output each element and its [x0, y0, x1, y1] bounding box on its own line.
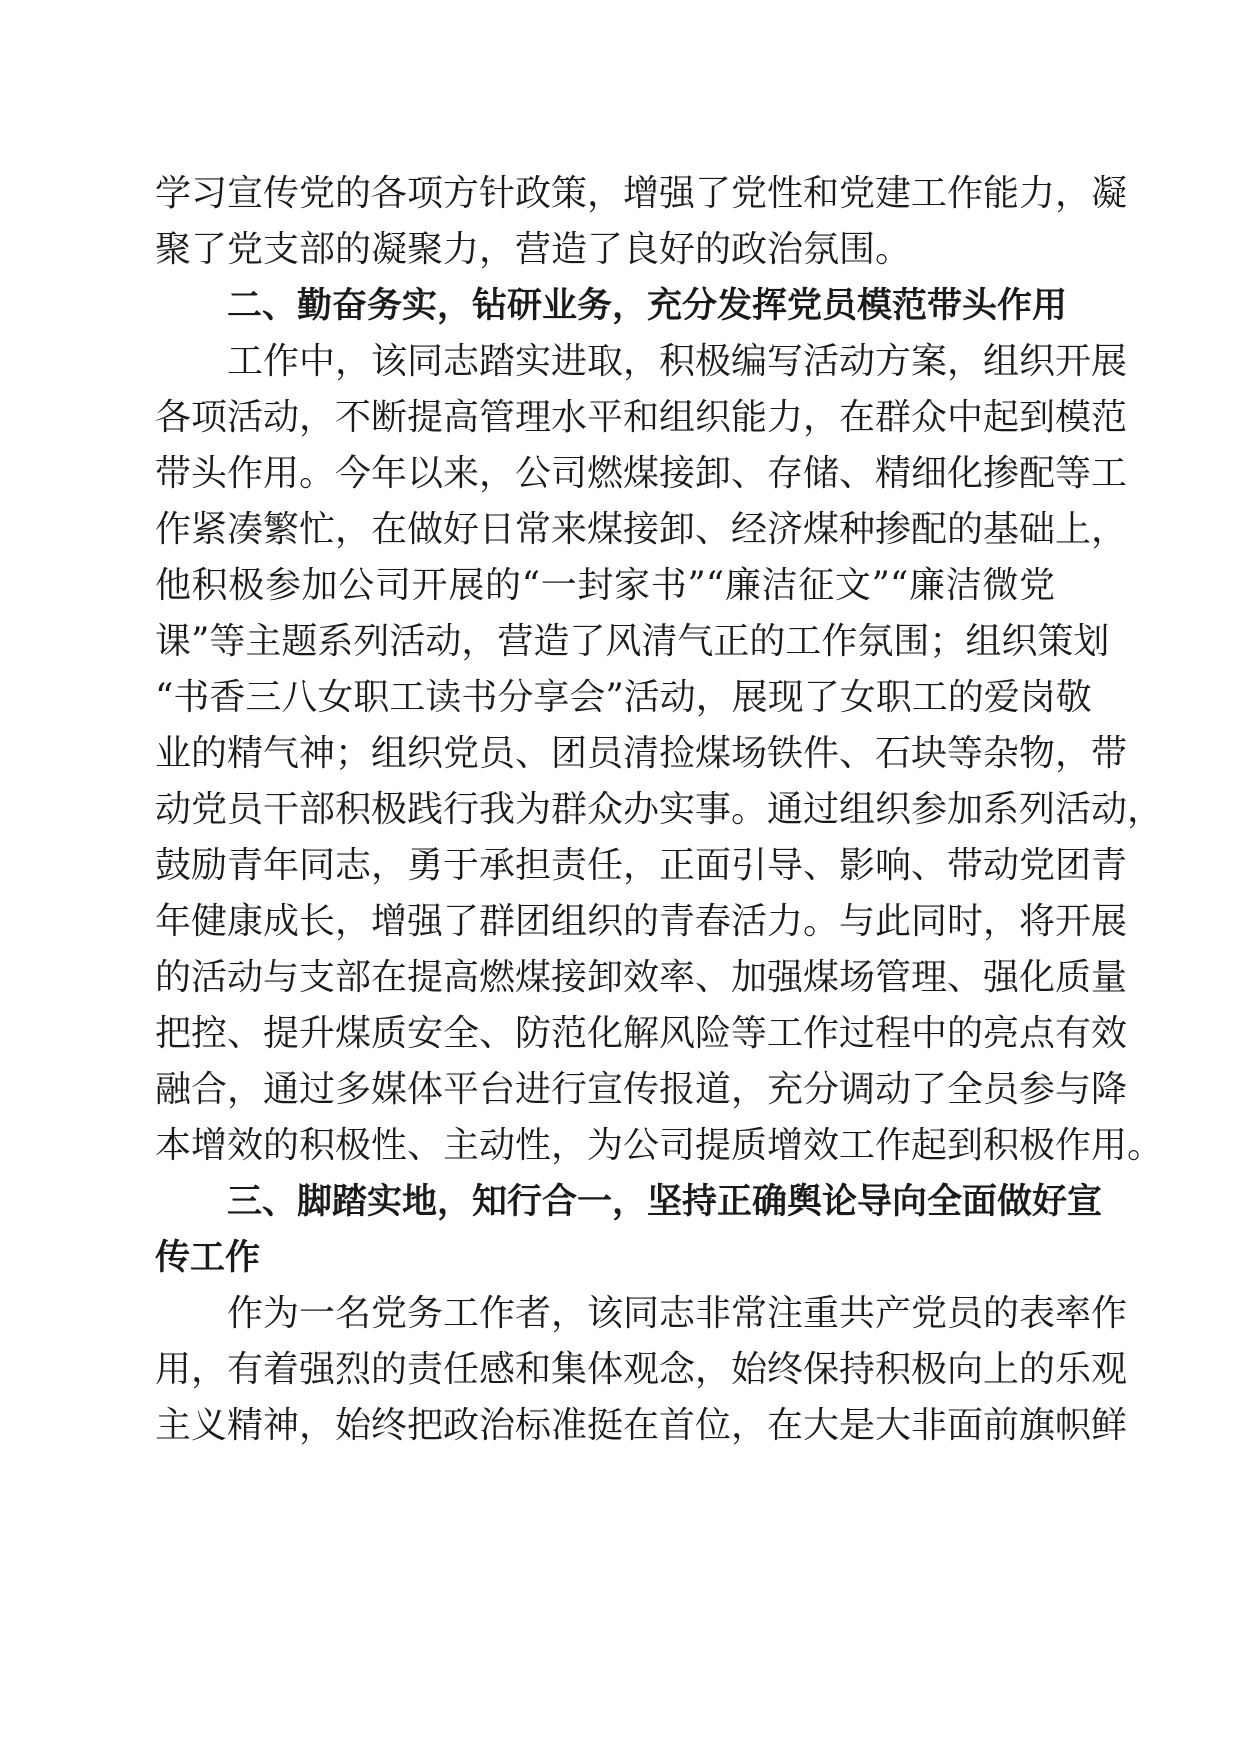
paragraph-2-line-5: 他积极参加公司开展的“一封家书”“廉洁征文”“廉洁微党 [155, 565, 1055, 606]
paragraph-1-line-1: 学习宣传党的各项方针政策，增强了党性和党建工作能力，凝 [155, 173, 1128, 214]
paragraph-2-line-11: 年健康成长，增强了群团组织的青春活力。与此同时，将开展 [155, 901, 1128, 942]
section-heading-2: 二、勤奋务实，钻研业务，充分发挥党员模范带头作用 [227, 286, 1068, 326]
paragraph-2-line-9: 动党员干部积极践行我为群众办实事。通过组织参加系列活动， [155, 789, 1164, 830]
paragraph-2-line-13: 把控、提升煤质安全、防范化解风险等工作过程中的亮点有效 [155, 1013, 1128, 1054]
paragraph-3-line-1: 作为一名党务工作者，该同志非常注重共产党员的表率作 [227, 1293, 1128, 1334]
paragraph-2-line-14: 融合，通过多媒体平台进行宣传报道，充分调动了全员参与降 [155, 1069, 1128, 1110]
section-heading-3-line-1: 三、脚踏实地，知行合一，坚持正确舆论导向全面做好宣 [227, 1182, 1103, 1222]
paragraph-2-line-10: 鼓励青年同志，勇于承担责任，正面引导、影响、带动党团青 [155, 845, 1128, 886]
paragraph-2-line-15: 本增效的积极性、主动性，为公司提质增效工作起到积极作用。 [155, 1125, 1164, 1166]
paragraph-2-line-6: 课”等主题系列活动，营造了风清气正的工作氛围；组织策划 [155, 621, 1110, 662]
paragraph-3-line-2: 用，有着强烈的责任感和集体观念，始终保持积极向上的乐观 [155, 1349, 1128, 1390]
paragraph-2-line-8: 业的精气神；组织党员、团员清捡煤场铁件、石块等杂物，带 [155, 733, 1128, 774]
paragraph-3-line-3: 主义精神，始终把政治标准挺在首位，在大是大非面前旗帜鲜 [155, 1405, 1128, 1446]
paragraph-1-line-2: 聚了党支部的凝聚力，营造了良好的政治氛围。 [155, 229, 912, 270]
section-heading-3-line-2: 传工作 [155, 1238, 261, 1278]
paragraph-2-line-1: 工作中，该同志踏实进取，积极编写活动方案，组织开展 [227, 341, 1128, 382]
paragraph-2-line-12: 的活动与支部在提高燃煤接卸效率、加强煤场管理、强化质量 [155, 957, 1128, 998]
paragraph-2-line-4: 作紧凑繁忙，在做好日常来煤接卸、经济煤种掺配的基础上， [155, 509, 1128, 550]
paragraph-2-line-3: 带头作用。今年以来，公司燃煤接卸、存储、精细化掺配等工 [155, 453, 1128, 494]
paragraph-2-line-7: “书香三八女职工读书分享会”活动，展现了女职工的爱岗敬 [155, 677, 1092, 718]
paragraph-2-line-2: 各项活动，不断提高管理水平和组织能力，在群众中起到模范 [155, 397, 1128, 438]
